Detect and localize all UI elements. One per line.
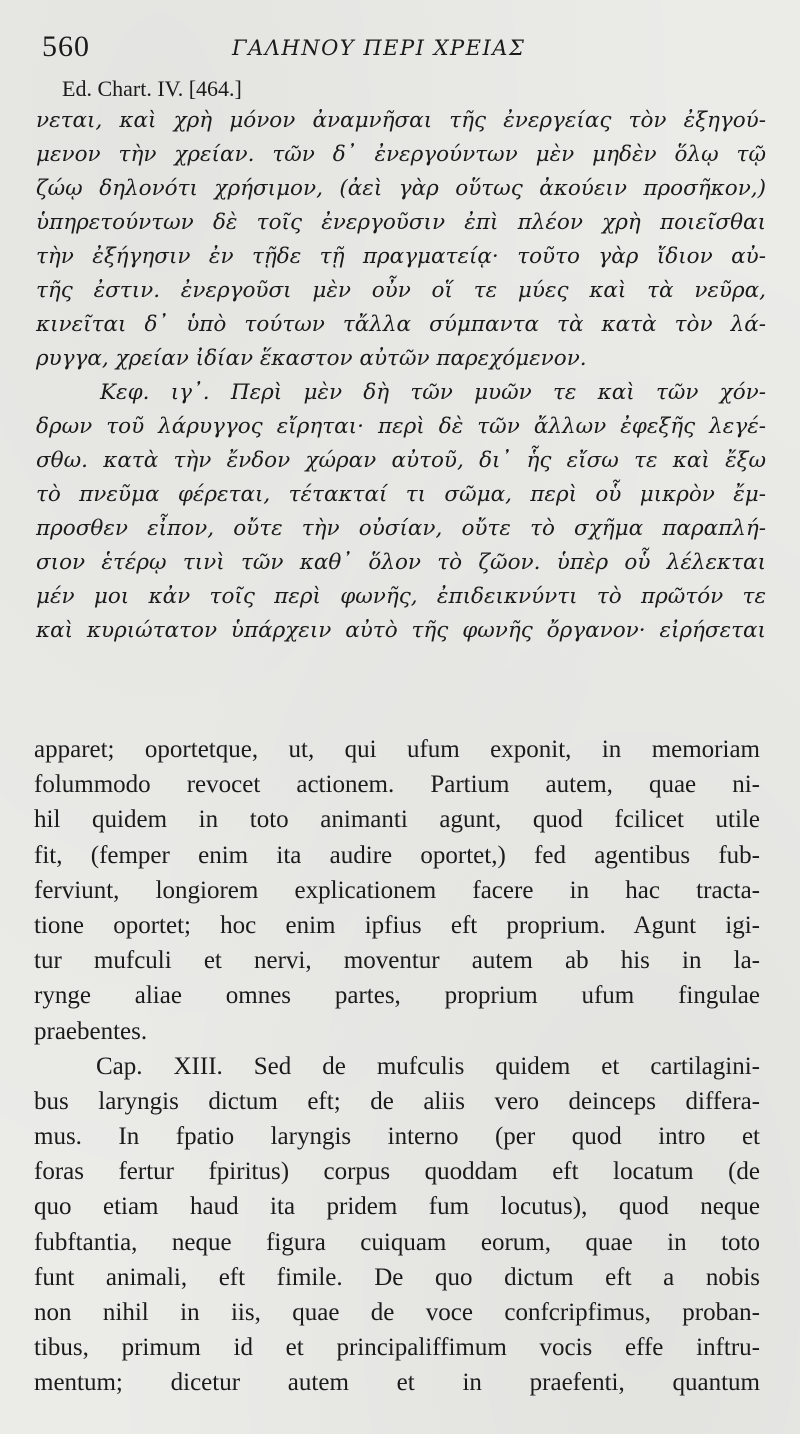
running-title: ΓΑΛΗΝΟΥ ΠΕΡΙ ΧΡΕΙΑΣ <box>232 36 526 60</box>
latin-line: rynge aliae omnes partes, proprium ufum fingulae <box>34 982 760 1010</box>
greek-line: δρων τοῦ λάρυγγος εἴρηται· περὶ δὲ τῶν ἄλλων ἐφεξῆς λεγέ- <box>36 414 766 439</box>
page-number: 560 <box>42 30 90 63</box>
greek-line: νεται, καὶ χρὴ μόνον ἀναμνῆσαι τῆς ἐνεργείας τὸν ἐξηγού- <box>36 108 766 133</box>
latin-line: tibus, primum id et principaliffimum vocis effe inftru- <box>34 1334 760 1362</box>
greek-line: τὴν ἐξήγησιν ἐν τῇδε τῇ πραγματείᾳ· τοῦτο γὰρ ἴδιον αὐ- <box>36 244 766 269</box>
latin-line: tur mufculi et nervi, moventur autem ab his in la- <box>34 947 760 975</box>
greek-line: κινεῖται δ᾽ ὑπὸ τούτων τἄλλα σύμπαντα τὰ κατὰ τὸν λά- <box>36 312 766 337</box>
greek-line: τὸ πνεῦμα φέρεται, τέτακταί τι σῶμα, περὶ οὗ μικρὸν ἔμ- <box>36 482 766 507</box>
latin-line: mus. In fpatio laryngis interno (per quod intro et <box>34 1123 760 1151</box>
latin-line: fit, (femper enim ita audire oportet,) fed agentibus fub- <box>34 841 760 869</box>
greek-line: σθω. κατὰ τὴν ἔνδον χώραν αὐτοῦ, δι᾽ ἧς εἴσω τε καὶ ἔξω <box>36 448 766 473</box>
latin-line: non nihil in iis, quae de voce confcripfimus, proban- <box>34 1299 760 1326</box>
latin-line: praebentes. <box>34 1017 148 1045</box>
greek-line: μενον τὴν χρείαν. τῶν δ᾽ ἐνεργούντων μὲν μηδὲν ὅλῳ τῷ <box>36 142 766 167</box>
latin-chapter-heading-line: Cap. XIII. Sed de mufculis quidem et cartilagini- <box>96 1052 760 1080</box>
greek-chapter-heading-line: Κεφ. ιγ᾽. Περὶ μὲν δὴ τῶν μυῶν τε καὶ τῶν χόν- <box>100 380 766 405</box>
latin-line: ferviunt, longiorem explicationem facere in hac tracta- <box>34 876 760 904</box>
greek-line: προσθεν εἶπον, οὔτε τὴν οὐσίαν, οὔτε τὸ σχῆμα παραπλή- <box>36 516 766 541</box>
latin-text-block <box>34 732 760 1401</box>
latin-line: tione oportet; hoc enim ipfius eft proprium. Agunt igi- <box>34 911 760 939</box>
latin-line: folummodo revocet actionem. Partium autem, quae ni- <box>34 771 760 799</box>
greek-line: ζώῳ δηλονότι χρήσιμον, (ἀεὶ γὰρ οὕτως ἀκούειν προσῆκον,) <box>36 176 766 201</box>
greek-line: ρυγγα, χρείαν ἰδίαν ἕκαστον αὐτῶν παρεχόμενον. <box>36 346 587 371</box>
latin-line: fubftantia, neque figura cuiquam eorum, quae in toto <box>34 1228 760 1256</box>
latin-line: bus laryngis dictum eft; de aliis vero deinceps differa- <box>34 1087 760 1115</box>
latin-line: funt animali, eft fimile. De quo dictum eft a nobis <box>34 1263 760 1291</box>
greek-line: ὑπηρετούντων δὲ τοῖς ἐνεργοῦσιν ἐπὶ πλέον χρὴ ποιεῖσθαι <box>36 210 766 235</box>
latin-line: hil quidem in toto animanti agunt, quod fcilicet utile <box>34 806 760 834</box>
latin-line: apparet; oportetque, ut, qui ufum exponit, in memoriam <box>34 736 760 763</box>
running-head <box>42 30 760 70</box>
latin-line: foras fertur fpiritus) corpus quoddam eft locatum (de <box>34 1158 760 1186</box>
latin-line: mentum; dicetur autem et in praefenti, quantum <box>34 1369 760 1397</box>
greek-text-block <box>36 104 766 648</box>
greek-line: τῆς ἐστιν. ἐνεργοῦσι μὲν οὖν οἵ τε μύες καὶ τὰ νεῦρα, <box>36 278 766 303</box>
greek-line: σιον ἑτέρῳ τινὶ τῶν καθ᾽ ὅλον τὸ ζῶον. ὑπὲρ οὗ λέλεκται <box>36 550 766 575</box>
edition-reference: Ed. Chart. IV. [464.] <box>62 76 242 101</box>
latin-line: quo etiam haud ita pridem fum locutus), quod neque <box>34 1193 760 1221</box>
greek-line: καὶ κυριώτατον ὑπάρχειν αὐτὸ τῆς φωνῆς ὄργανον· εἰρήσεται <box>36 618 766 643</box>
greek-line: μέν μοι κἀν τοῖς περὶ φωνῆς, ἐπιδεικνύντι τὸ πρῶτόν τε <box>36 584 766 609</box>
